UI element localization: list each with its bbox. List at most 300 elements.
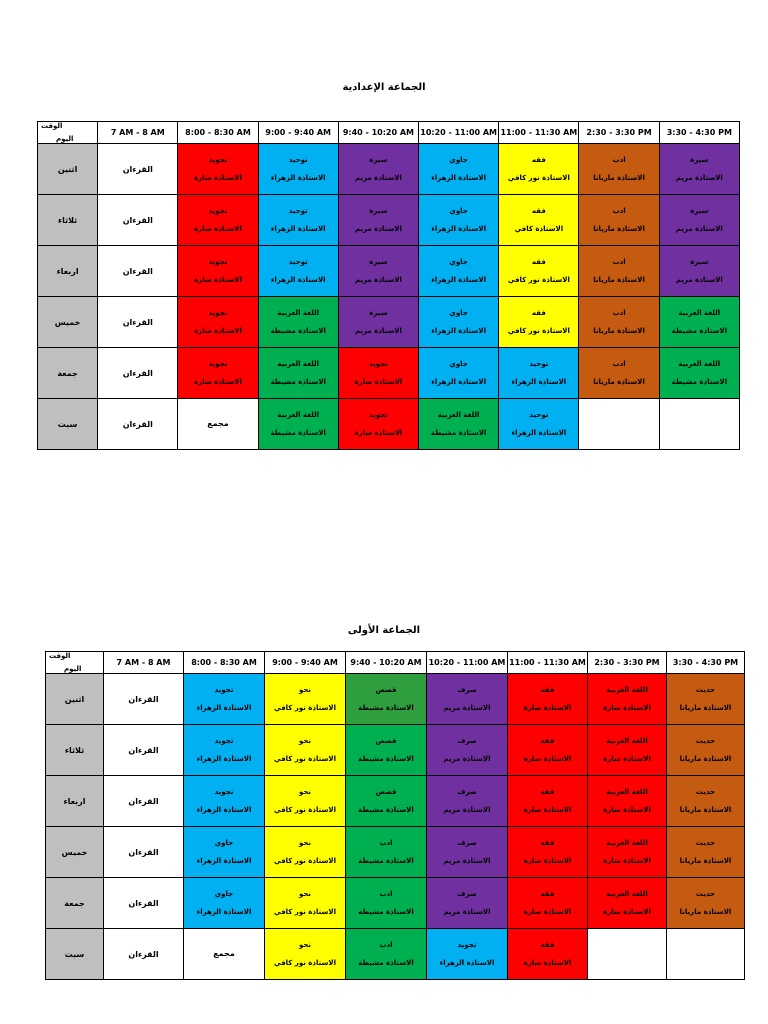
- class-cell: [258, 246, 338, 297]
- teacher-label: الاستاذة نور كافي: [274, 856, 336, 865]
- class-cell: [499, 144, 579, 195]
- class-cell: [508, 878, 588, 929]
- day-label: اربعاء: [38, 246, 98, 297]
- day-label: خميس: [46, 827, 104, 878]
- class-cell: [419, 144, 499, 195]
- teacher-label: الاستاذة نور كافي: [274, 754, 336, 763]
- teacher-label: الاستاذة سارة: [523, 805, 572, 814]
- teacher-label: الاستاذة مريم: [675, 275, 723, 284]
- class-cell: [338, 399, 418, 450]
- class-cell: [338, 297, 418, 348]
- class-cell: [508, 929, 588, 980]
- quran-cell: القرءان: [98, 144, 178, 195]
- teacher-label: الاستاذة سارة: [194, 377, 242, 386]
- subject-label: سيرة: [369, 207, 388, 216]
- subject-label: سيرة: [690, 207, 709, 216]
- class-cell: [659, 297, 739, 348]
- subject-label: نحو: [298, 788, 312, 797]
- class-cell: [508, 776, 588, 827]
- quran-cell: القرءان: [98, 195, 178, 246]
- time-slot-header: 10:20 - 11:00 AM: [427, 652, 508, 674]
- class-cell: [346, 776, 427, 827]
- quran-cell: القرءان: [104, 776, 184, 827]
- subject-label: ادب: [379, 890, 393, 899]
- teacher-label: الاستاذة مريم: [675, 224, 723, 233]
- class-cell: [659, 246, 739, 297]
- subject-label: نحو: [298, 737, 312, 746]
- subject-label: صرف: [457, 737, 477, 746]
- class-cell: [346, 929, 427, 980]
- teacher-label: الاستاذة مريم: [443, 754, 491, 763]
- teacher-label: الاستاذة الزهراء: [270, 275, 326, 284]
- teacher-label: الاستاذة نور كافي: [507, 275, 570, 284]
- teacher-label: الاستاذة كافي: [514, 224, 564, 233]
- subject-label: فقه: [540, 788, 555, 797]
- subject-label: فقه: [531, 258, 546, 267]
- teacher-label: الاستاذة مشيطة: [358, 754, 414, 763]
- table-row: [46, 827, 745, 878]
- teacher-label: الاستاذة سارة: [194, 224, 242, 233]
- subject-label: اللغة العربية: [678, 309, 721, 318]
- class-cell: [419, 348, 499, 399]
- subject-label: سيرة: [369, 309, 388, 318]
- teacher-label: الاستاذة مريم: [675, 173, 723, 182]
- class-cell: [419, 297, 499, 348]
- class-cell: [265, 878, 346, 929]
- teacher-label: الاستاذة ماريانا: [679, 907, 732, 916]
- class-cell: [588, 674, 667, 725]
- subject-label: جاوي: [214, 839, 234, 848]
- teacher-label: الاستاذة سارة: [603, 703, 651, 712]
- class-cell: [588, 827, 667, 878]
- class-cell: [258, 399, 338, 450]
- day-label: اثنين: [46, 674, 104, 725]
- quran-cell: القرءان: [104, 674, 184, 725]
- class-cell: [508, 674, 588, 725]
- teacher-label: الاستاذة مشيطة: [270, 428, 326, 437]
- subject-label: تجويد: [369, 360, 388, 369]
- table-row: [38, 348, 740, 399]
- teacher-label: الاستاذة الزهراء: [439, 958, 495, 967]
- subject-label: ادب: [612, 309, 626, 318]
- subject-label: تجويد: [208, 258, 228, 267]
- corner-label-time: الوقت: [49, 652, 71, 660]
- teacher-label: الاستاذة الزهراء: [431, 224, 486, 233]
- subject-label: تجويد: [208, 309, 228, 318]
- teacher-label: الاستاذة ماريانا: [593, 377, 645, 386]
- subject-label: توحيد: [288, 207, 308, 216]
- class-cell: [667, 674, 745, 725]
- day-label: جمعة: [38, 348, 98, 399]
- table-title: الجماعة الأولى: [347, 625, 421, 636]
- class-cell: [184, 827, 265, 878]
- time-slot-header: 11:00 - 11:30 AM: [508, 652, 588, 674]
- subject-label: مجمع: [213, 949, 235, 959]
- teacher-label: الاستاذة مشيطة: [270, 326, 326, 335]
- subject-label: حديث: [695, 788, 716, 797]
- class-cell: [579, 144, 659, 195]
- empty-cell: [659, 399, 739, 450]
- class-cell: [184, 674, 265, 725]
- class-cell: [184, 776, 265, 827]
- class-cell: [419, 195, 499, 246]
- subject-label: حديث: [695, 737, 716, 746]
- teacher-label: الاستاذة مشيطة: [430, 428, 487, 437]
- subject-label: فقه: [540, 839, 555, 848]
- teacher-label: الاستاذة الزهراء: [511, 377, 567, 386]
- subject-label: صرف: [457, 890, 477, 899]
- teacher-label: الاستاذة ماريانا: [679, 856, 732, 865]
- class-cell: [178, 399, 258, 450]
- class-cell: [265, 776, 346, 827]
- class-cell: [659, 144, 739, 195]
- class-cell: [346, 878, 427, 929]
- teacher-label: الاستاذة نور كافي: [274, 703, 336, 712]
- time-slot-header: 9:00 - 9:40 AM: [258, 122, 338, 144]
- class-cell: [178, 144, 258, 195]
- subject-label: سيرة: [369, 156, 388, 165]
- teacher-label: الاستاذة نور كافي: [274, 805, 336, 814]
- class-cell: [588, 725, 667, 776]
- subject-label: سيرة: [690, 156, 709, 165]
- class-cell: [427, 725, 508, 776]
- table-title: الجماعة الإعدادية: [342, 82, 426, 93]
- class-cell: [346, 725, 427, 776]
- subject-label: جاوي: [449, 156, 468, 165]
- class-cell: [579, 348, 659, 399]
- subject-label: توحيد: [288, 156, 308, 165]
- class-cell: [258, 348, 338, 399]
- subject-label: تجويد: [214, 788, 234, 797]
- corner-header: [38, 122, 98, 144]
- teacher-label: الاستاذة ماريانا: [593, 224, 645, 233]
- subject-label: قصص: [375, 737, 397, 746]
- subject-label: اللغة العربية: [606, 737, 648, 746]
- subject-label: ادب: [612, 258, 626, 267]
- table-row: [46, 776, 745, 827]
- day-label: سبت: [46, 929, 104, 980]
- subject-label: صرف: [457, 839, 477, 848]
- teacher-label: الاستاذة مشيطة: [270, 377, 326, 386]
- class-cell: [178, 195, 258, 246]
- subject-label: سيرة: [690, 258, 709, 267]
- subject-label: جاوي: [214, 890, 234, 899]
- class-cell: [258, 195, 338, 246]
- teacher-label: الاستاذة الزهراء: [196, 856, 252, 865]
- table-row: [46, 725, 745, 776]
- subject-label: اللغة العربية: [437, 411, 480, 420]
- subject-label: فقه: [540, 686, 555, 695]
- subject-label: اللغة العربية: [606, 686, 648, 695]
- teacher-label: الاستاذة سارة: [603, 856, 651, 865]
- subject-label: حديث: [695, 839, 716, 848]
- schedule-table: [45, 651, 745, 980]
- class-cell: [184, 725, 265, 776]
- class-cell: [178, 348, 258, 399]
- subject-label: ادب: [379, 941, 393, 950]
- class-cell: [508, 827, 588, 878]
- teacher-label: الاستاذة الزهراء: [196, 907, 252, 916]
- time-slot-header: 9:40 - 10:20 AM: [338, 122, 418, 144]
- teacher-label: الاستاذة مشيطة: [358, 805, 414, 814]
- teacher-label: الاستاذة نور كافي: [274, 958, 336, 967]
- quran-cell: القرءان: [98, 297, 178, 348]
- table-row: [38, 399, 740, 450]
- subject-label: صرف: [457, 788, 477, 797]
- teacher-label: الاستاذة مريم: [443, 805, 491, 814]
- teacher-label: الاستاذة سارة: [354, 428, 403, 437]
- subject-label: صرف: [457, 686, 477, 695]
- subject-label: نحو: [298, 890, 312, 899]
- teacher-label: الاستاذة ماريانا: [593, 326, 645, 335]
- quran-cell: القرءان: [104, 878, 184, 929]
- teacher-label: الاستاذة سارة: [603, 754, 651, 763]
- table-row: [38, 195, 740, 246]
- teacher-label: الاستاذة مشيطة: [671, 377, 728, 386]
- time-slot-header: 9:00 - 9:40 AM: [265, 652, 346, 674]
- day-label: خميس: [38, 297, 98, 348]
- quran-cell: القرءان: [98, 246, 178, 297]
- class-cell: [346, 674, 427, 725]
- class-cell: [588, 776, 667, 827]
- class-cell: [667, 878, 745, 929]
- teacher-label: الاستاذة ماريانا: [679, 703, 732, 712]
- subject-label: توحيد: [288, 258, 308, 267]
- class-cell: [579, 297, 659, 348]
- teacher-label: الاستاذة سارة: [194, 173, 242, 182]
- teacher-label: الاستاذة ماريانا: [593, 173, 645, 182]
- class-cell: [579, 246, 659, 297]
- teacher-label: الاستاذة سارة: [354, 377, 403, 386]
- subject-label: ادب: [379, 839, 393, 848]
- class-cell: [667, 776, 745, 827]
- teacher-label: الاستاذة الزهراء: [196, 805, 252, 814]
- teacher-label: الاستاذة سارة: [603, 907, 651, 916]
- class-cell: [178, 246, 258, 297]
- teacher-label: الاستاذة مشيطة: [358, 703, 414, 712]
- time-slot-header: 7 AM - 8 AM: [98, 122, 178, 144]
- subject-label: توحيد: [529, 411, 549, 420]
- day-label: جمعة: [46, 878, 104, 929]
- subject-label: جاوي: [449, 258, 468, 267]
- class-cell: [427, 776, 508, 827]
- class-cell: [427, 827, 508, 878]
- class-cell: [427, 878, 508, 929]
- subject-label: فقه: [531, 309, 546, 318]
- subject-label: تجويد: [208, 156, 228, 165]
- class-cell: [667, 725, 745, 776]
- subject-label: نحو: [298, 941, 312, 950]
- table-row: [46, 929, 745, 980]
- subject-label: حديث: [695, 890, 716, 899]
- subject-label: تجويد: [214, 737, 234, 746]
- teacher-label: الاستاذة نور كافي: [507, 173, 570, 182]
- class-cell: [184, 929, 265, 980]
- teacher-label: الاستاذة الزهراء: [431, 377, 486, 386]
- day-label: اربعاء: [46, 776, 104, 827]
- teacher-label: الاستاذة مريم: [354, 173, 402, 182]
- table-row: [38, 144, 740, 195]
- teacher-label: الاستاذة الزهراء: [431, 173, 486, 182]
- subject-label: تجويد: [208, 360, 228, 369]
- teacher-label: الاستاذة سارة: [603, 805, 651, 814]
- quran-cell: القرءان: [104, 929, 184, 980]
- subject-label: تجويد: [369, 411, 388, 420]
- subject-label: فقه: [540, 737, 555, 746]
- table-row: [46, 878, 745, 929]
- time-slot-header: 7 AM - 8 AM: [104, 652, 184, 674]
- subject-label: توحيد: [529, 360, 549, 369]
- class-cell: [419, 399, 499, 450]
- teacher-label: الاستاذة مشيطة: [358, 907, 414, 916]
- day-label: سبت: [38, 399, 98, 450]
- subject-label: مجمع: [207, 419, 229, 429]
- teacher-label: الاستاذة مشيطة: [671, 326, 728, 335]
- quran-cell: القرءان: [98, 399, 178, 450]
- class-cell: [659, 195, 739, 246]
- subject-label: اللغة العربية: [678, 360, 721, 369]
- teacher-label: الاستاذة الزهراء: [196, 754, 252, 763]
- subject-label: حديث: [695, 686, 716, 695]
- teacher-label: الاستاذة سارة: [523, 856, 572, 865]
- teacher-label: الاستاذة سارة: [523, 703, 572, 712]
- class-cell: [178, 297, 258, 348]
- class-cell: [265, 674, 346, 725]
- teacher-label: الاستاذة ماريانا: [679, 805, 732, 814]
- empty-cell: [588, 929, 667, 980]
- teacher-label: الاستاذة سارة: [194, 275, 242, 284]
- subject-label: قصص: [375, 686, 397, 695]
- subject-label: ادب: [612, 156, 626, 165]
- subject-label: فقه: [531, 207, 546, 216]
- subject-label: اللغة العربية: [606, 839, 648, 848]
- teacher-label: الاستاذة مريم: [443, 703, 491, 712]
- class-cell: [338, 144, 418, 195]
- subject-label: جاوي: [449, 207, 468, 216]
- subject-label: جاوي: [449, 309, 468, 318]
- teacher-label: الاستاذة نور كافي: [507, 326, 570, 335]
- time-slot-header: 11:00 - 11:30 AM: [499, 122, 579, 144]
- schedule-table: [37, 121, 740, 450]
- class-cell: [419, 246, 499, 297]
- subject-label: تجويد: [214, 686, 234, 695]
- day-label: ثلاثاء: [46, 725, 104, 776]
- class-cell: [258, 144, 338, 195]
- corner-label-time: الوقت: [41, 122, 63, 130]
- time-slot-header: 8:00 - 8:30 AM: [184, 652, 265, 674]
- empty-cell: [579, 399, 659, 450]
- subject-label: فقه: [531, 156, 546, 165]
- class-cell: [499, 246, 579, 297]
- teacher-label: الاستاذة الزهراء: [431, 326, 486, 335]
- teacher-label: الاستاذة سارة: [194, 326, 242, 335]
- corner-label-day: اليوم: [64, 665, 82, 673]
- teacher-label: الاستاذة مريم: [443, 856, 491, 865]
- subject-label: نحو: [298, 686, 312, 695]
- time-slot-header: 3:30 - 4:30 PM: [667, 652, 745, 674]
- teacher-label: الاستاذة مريم: [354, 275, 402, 284]
- teacher-label: الاستاذة مريم: [443, 907, 491, 916]
- class-cell: [499, 348, 579, 399]
- class-cell: [258, 297, 338, 348]
- class-cell: [499, 297, 579, 348]
- teacher-label: الاستاذة سارة: [523, 907, 572, 916]
- teacher-label: الاستاذة الزهراء: [196, 703, 252, 712]
- class-cell: [338, 348, 418, 399]
- class-cell: [265, 929, 346, 980]
- day-label: اثنين: [38, 144, 98, 195]
- class-cell: [659, 348, 739, 399]
- teacher-label: الاستاذة مشيطة: [358, 856, 414, 865]
- teacher-label: الاستاذة نور كافي: [274, 907, 336, 916]
- teacher-label: الاستاذة مريم: [354, 224, 402, 233]
- class-cell: [508, 725, 588, 776]
- subject-label: قصص: [375, 788, 397, 797]
- class-cell: [427, 929, 508, 980]
- subject-label: سيرة: [369, 258, 388, 267]
- class-cell: [499, 195, 579, 246]
- subject-label: نحو: [298, 839, 312, 848]
- class-cell: [265, 827, 346, 878]
- subject-label: اللغة العربية: [277, 360, 319, 369]
- class-cell: [338, 195, 418, 246]
- corner-header: [46, 652, 104, 674]
- teacher-label: الاستاذة سارة: [523, 958, 572, 967]
- subject-label: اللغة العربية: [606, 890, 648, 899]
- time-slot-header: 10:20 - 11:00 AM: [419, 122, 499, 144]
- subject-label: ادب: [612, 360, 626, 369]
- class-cell: [499, 399, 579, 450]
- subject-label: جاوي: [449, 360, 468, 369]
- class-cell: [579, 195, 659, 246]
- subject-label: اللغة العربية: [277, 411, 319, 420]
- teacher-label: الاستاذة سارة: [523, 754, 572, 763]
- class-cell: [346, 827, 427, 878]
- teacher-label: الاستاذة الزهراء: [431, 275, 486, 284]
- teacher-label: الاستاذة الزهراء: [511, 428, 567, 437]
- table-row: [38, 246, 740, 297]
- class-cell: [265, 725, 346, 776]
- time-slot-header: 2:30 - 3:30 PM: [588, 652, 667, 674]
- subject-label: تجويد: [457, 941, 477, 950]
- teacher-label: الاستاذة مشيطة: [358, 958, 414, 967]
- subject-label: فقه: [540, 890, 555, 899]
- time-slot-header: 3:30 - 4:30 PM: [659, 122, 739, 144]
- time-slot-header: 8:00 - 8:30 AM: [178, 122, 258, 144]
- subject-label: اللغة العربية: [277, 309, 319, 318]
- class-cell: [184, 878, 265, 929]
- empty-cell: [667, 929, 745, 980]
- table-row: [46, 674, 745, 725]
- table-row: [38, 297, 740, 348]
- teacher-label: الاستاذة ماريانا: [679, 754, 732, 763]
- quran-cell: القرءان: [104, 725, 184, 776]
- class-cell: [338, 246, 418, 297]
- teacher-label: الاستاذة ماريانا: [593, 275, 645, 284]
- time-slot-header: 2:30 - 3:30 PM: [579, 122, 659, 144]
- day-label: ثلاثاء: [38, 195, 98, 246]
- subject-label: تجويد: [208, 207, 228, 216]
- class-cell: [427, 674, 508, 725]
- subject-label: اللغة العربية: [606, 788, 648, 797]
- teacher-label: الاستاذة مريم: [354, 326, 402, 335]
- quran-cell: القرءان: [98, 348, 178, 399]
- time-slot-header: 9:40 - 10:20 AM: [346, 652, 427, 674]
- corner-label-day: اليوم: [56, 135, 74, 143]
- class-cell: [588, 878, 667, 929]
- subject-label: ادب: [612, 207, 626, 216]
- class-cell: [667, 827, 745, 878]
